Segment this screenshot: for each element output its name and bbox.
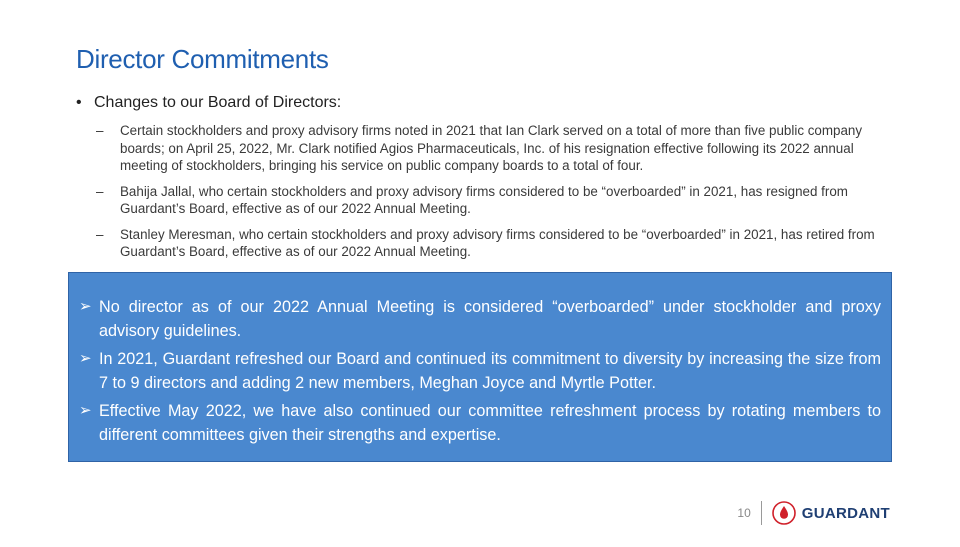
bullet-dot-icon: • <box>76 94 82 111</box>
dash-icon: – <box>96 183 104 199</box>
dash-icon: – <box>96 123 104 138</box>
callout-text: In 2021, Guardant refreshed our Board and continued its commitment to diversity by increasing the size from 7 to 9 directors and adding 2 new members, Meghan Joyce and Myrtle Potter. <box>99 350 881 392</box>
callout-item <box>79 347 881 395</box>
arrow-bullet-icon: ➢ <box>79 402 92 419</box>
callout-text: No director as of our 2022 Annual Meeting is considered “overboarded” under stockholder and proxy advisory guidelines. <box>99 298 881 340</box>
callout-box <box>68 272 892 462</box>
main-bullet <box>76 94 341 112</box>
sub-bullet-item <box>96 183 886 218</box>
blood-drop-icon <box>772 501 796 525</box>
sub-bullet-text: Certain stockholders and proxy advisory firms noted in 2021 that Ian Clark served on a total of more than five public company boards; on April 25, 2022, Mr. Clark notified Agios Pharmaceuticals, Inc. of his resignation effective following its 2022 annual meeting of stockholders, bringing his service on public company boards to a total of four. <box>120 123 863 173</box>
callout-text: Effective May 2022, we have also continued our committee refreshment process by rotating members to different committees given their strengths and expertise. <box>99 402 881 444</box>
footer-divider <box>761 501 762 525</box>
slide-footer <box>737 500 890 526</box>
arrow-bullet-icon: ➢ <box>79 298 92 315</box>
callout-item <box>79 399 881 447</box>
slide-title: Director Commitments <box>76 44 329 74</box>
callout-item <box>79 295 881 343</box>
main-bullet-text: Changes to our Board of Directors: <box>94 94 342 111</box>
dash-icon: – <box>96 226 104 242</box>
sub-bullet-text: Stanley Meresman, who certain stockholders and proxy advisory firms considered to be “overboarded” in 2021, has retired from Guardant’s Board, effective as of our 2022 Annual Meeting. <box>120 226 875 259</box>
sub-bullet-list <box>96 122 886 269</box>
sub-bullet-item <box>96 226 886 261</box>
sub-bullet-item <box>96 122 886 175</box>
logo-text: GUARDANT <box>801 504 890 522</box>
sub-bullet-text: Bahija Jallal, who certain stockholders and proxy advisory firms considered to be “overboarded” in 2021, has resigned from Guardant’s Board, effective as of our 2022 Annual Meeting. <box>120 183 848 216</box>
page-number: 10 <box>737 506 751 520</box>
guardant-logo <box>772 501 890 525</box>
arrow-bullet-icon: ➢ <box>79 350 92 367</box>
